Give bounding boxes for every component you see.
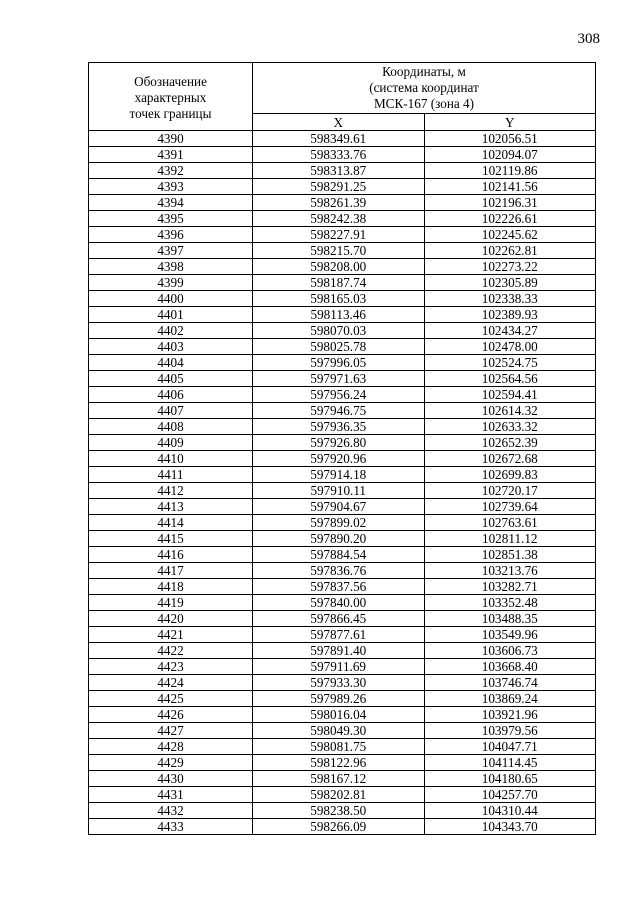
table-row — [89, 243, 596, 259]
y-coordinate-cell: 104047.71 — [424, 739, 596, 755]
point-id-cell: 4396 — [89, 227, 253, 243]
coordinates-header-line-3: МСК-167 (зона 4) — [373, 96, 475, 111]
table-row — [89, 291, 596, 307]
y-coordinate-cell: 102196.31 — [424, 195, 596, 211]
point-id-cell: 4402 — [89, 323, 253, 339]
point-id-cell: 4406 — [89, 387, 253, 403]
y-coordinate-cell: 102699.83 — [424, 467, 596, 483]
point-id-cell: 4414 — [89, 515, 253, 531]
point-id-cell: 4404 — [89, 355, 253, 371]
y-coordinate-cell: 104310.44 — [424, 803, 596, 819]
point-id-cell: 4398 — [89, 259, 253, 275]
x-coordinate-cell: 598291.25 — [253, 179, 425, 195]
x-coordinate-cell: 598313.87 — [253, 163, 425, 179]
table-row — [89, 259, 596, 275]
x-coordinate-cell: 597946.75 — [253, 403, 425, 419]
x-coordinate-cell: 597877.61 — [253, 627, 425, 643]
y-coordinate-cell: 102524.75 — [424, 355, 596, 371]
point-id-cell: 4425 — [89, 691, 253, 707]
x-coordinate-cell: 598238.50 — [253, 803, 425, 819]
point-id-cell: 4419 — [89, 595, 253, 611]
y-coordinate-cell: 103921.96 — [424, 707, 596, 723]
table-row — [89, 211, 596, 227]
point-id-cell: 4407 — [89, 403, 253, 419]
y-coordinate-cell: 103746.74 — [424, 675, 596, 691]
point-id-cell: 4416 — [89, 547, 253, 563]
table-row — [89, 467, 596, 483]
y-coordinate-cell: 104180.65 — [424, 771, 596, 787]
coordinates-header-line-2: (система координат — [369, 80, 479, 95]
table-row — [89, 643, 596, 659]
x-coordinate-cell: 597899.02 — [253, 515, 425, 531]
table-row — [89, 227, 596, 243]
y-coordinate-cell: 102389.93 — [424, 307, 596, 323]
y-coordinate-cell: 102094.07 — [424, 147, 596, 163]
x-coordinate-cell: 597884.54 — [253, 547, 425, 563]
table-row — [89, 611, 596, 627]
table-row — [89, 147, 596, 163]
y-coordinate-cell: 102305.89 — [424, 275, 596, 291]
point-id-cell: 4429 — [89, 755, 253, 771]
x-coordinate-cell: 597933.30 — [253, 675, 425, 691]
table-row — [89, 419, 596, 435]
point-id-cell: 4427 — [89, 723, 253, 739]
x-coordinate-cell: 598349.61 — [253, 131, 425, 147]
x-coordinate-cell: 597866.45 — [253, 611, 425, 627]
table-row — [89, 179, 596, 195]
point-id-cell: 4410 — [89, 451, 253, 467]
point-id-cell: 4424 — [89, 675, 253, 691]
x-coordinate-cell: 597971.63 — [253, 371, 425, 387]
x-coordinate-cell: 598070.03 — [253, 323, 425, 339]
x-coordinate-cell: 598242.38 — [253, 211, 425, 227]
table-row — [89, 483, 596, 499]
table-row — [89, 499, 596, 515]
point-id-cell: 4413 — [89, 499, 253, 515]
y-coordinate-cell: 102245.62 — [424, 227, 596, 243]
x-coordinate-cell: 597836.76 — [253, 563, 425, 579]
designation-header-line-2: характерных — [134, 89, 207, 105]
y-coordinate-cell: 103213.76 — [424, 563, 596, 579]
point-id-cell: 4409 — [89, 435, 253, 451]
point-id-cell: 4423 — [89, 659, 253, 675]
point-id-cell: 4405 — [89, 371, 253, 387]
table-row — [89, 387, 596, 403]
x-coordinate-cell: 597920.96 — [253, 451, 425, 467]
designation-header-line-3: точек границы — [129, 105, 212, 121]
table-row — [89, 707, 596, 723]
y-coordinate-cell: 102564.56 — [424, 371, 596, 387]
y-coordinate-cell: 102633.32 — [424, 419, 596, 435]
y-coordinate-cell: 102338.33 — [424, 291, 596, 307]
y-coordinate-cell: 102226.61 — [424, 211, 596, 227]
table-row — [89, 195, 596, 211]
y-coordinate-cell: 102811.12 — [424, 531, 596, 547]
table-row — [89, 739, 596, 755]
point-id-cell: 4393 — [89, 179, 253, 195]
point-id-cell: 4431 — [89, 787, 253, 803]
table-row — [89, 371, 596, 387]
table-row — [89, 691, 596, 707]
y-coordinate-cell: 102273.22 — [424, 259, 596, 275]
table-row — [89, 627, 596, 643]
x-coordinate-cell: 597904.67 — [253, 499, 425, 515]
table-row — [89, 563, 596, 579]
point-id-cell: 4412 — [89, 483, 253, 499]
table-row — [89, 755, 596, 771]
y-coordinate-cell: 102434.27 — [424, 323, 596, 339]
y-coordinate-cell: 102652.39 — [424, 435, 596, 451]
y-coordinate-cell: 104257.70 — [424, 787, 596, 803]
point-id-cell: 4430 — [89, 771, 253, 787]
table-row — [89, 659, 596, 675]
x-coordinate-cell: 597890.20 — [253, 531, 425, 547]
table-row — [89, 451, 596, 467]
x-coordinate-cell: 598202.81 — [253, 787, 425, 803]
x-coordinate-cell: 598261.39 — [253, 195, 425, 211]
x-coordinate-cell: 597837.56 — [253, 579, 425, 595]
point-id-cell: 4390 — [89, 131, 253, 147]
designation-header-line-1: Обозначение — [134, 73, 207, 89]
x-coordinate-cell: 597926.80 — [253, 435, 425, 451]
x-coordinate-cell: 598081.75 — [253, 739, 425, 755]
y-coordinate-cell: 102478.00 — [424, 339, 596, 355]
y-coordinate-cell: 104114.45 — [424, 755, 596, 771]
point-id-cell: 4391 — [89, 147, 253, 163]
y-coordinate-cell: 102672.68 — [424, 451, 596, 467]
point-id-cell: 4422 — [89, 643, 253, 659]
point-id-cell: 4415 — [89, 531, 253, 547]
table-row — [89, 723, 596, 739]
table-row — [89, 771, 596, 787]
x-coordinate-cell: 597911.69 — [253, 659, 425, 675]
table-row — [89, 531, 596, 547]
y-coordinate-cell: 103282.71 — [424, 579, 596, 595]
x-coordinate-cell: 598113.46 — [253, 307, 425, 323]
point-id-cell: 4421 — [89, 627, 253, 643]
x-coordinate-cell: 598049.30 — [253, 723, 425, 739]
point-id-cell: 4432 — [89, 803, 253, 819]
y-coordinate-cell: 102056.51 — [424, 131, 596, 147]
x-coordinate-cell: 598122.96 — [253, 755, 425, 771]
page-number: 308 — [577, 31, 600, 47]
x-coordinate-cell: 598227.91 — [253, 227, 425, 243]
table-row — [89, 339, 596, 355]
y-coordinate-cell: 103979.56 — [424, 723, 596, 739]
point-id-cell: 4433 — [89, 819, 253, 835]
point-id-cell: 4408 — [89, 419, 253, 435]
y-coordinate-cell: 102614.32 — [424, 403, 596, 419]
table-row — [89, 787, 596, 803]
y-coordinate-cell: 103606.73 — [424, 643, 596, 659]
point-id-cell: 4397 — [89, 243, 253, 259]
y-coordinate-cell: 102262.81 — [424, 243, 596, 259]
table-row — [89, 819, 596, 835]
x-coordinate-cell: 597989.26 — [253, 691, 425, 707]
coordinates-header — [253, 63, 596, 114]
x-coordinate-cell: 598187.74 — [253, 275, 425, 291]
x-coordinate-cell: 597936.35 — [253, 419, 425, 435]
y-coordinate-cell: 103869.24 — [424, 691, 596, 707]
table-row — [89, 435, 596, 451]
x-coordinate-cell: 597910.11 — [253, 483, 425, 499]
coordinates-header-line-1: Координаты, м — [382, 64, 466, 79]
y-coordinate-cell: 104343.70 — [424, 819, 596, 835]
table-row — [89, 515, 596, 531]
y-coordinate-cell: 102720.17 — [424, 483, 596, 499]
table-row — [89, 595, 596, 611]
x-coordinate-cell: 598016.04 — [253, 707, 425, 723]
point-id-cell: 4417 — [89, 563, 253, 579]
table-row — [89, 675, 596, 691]
y-coordinate-cell: 103549.96 — [424, 627, 596, 643]
x-coordinate-cell: 597996.05 — [253, 355, 425, 371]
y-coordinate-cell: 102594.41 — [424, 387, 596, 403]
table-body — [89, 131, 596, 835]
x-coordinate-cell: 597891.40 — [253, 643, 425, 659]
table-row — [89, 163, 596, 179]
x-coordinate-cell: 598165.03 — [253, 291, 425, 307]
table-row — [89, 547, 596, 563]
y-coordinate-cell: 103352.48 — [424, 595, 596, 611]
point-id-cell: 4392 — [89, 163, 253, 179]
table-row — [89, 579, 596, 595]
x-coordinate-cell: 598208.00 — [253, 259, 425, 275]
y-coordinate-cell: 103668.40 — [424, 659, 596, 675]
y-coordinate-cell: 103488.35 — [424, 611, 596, 627]
table-row — [89, 803, 596, 819]
table-row — [89, 323, 596, 339]
point-id-cell: 4394 — [89, 195, 253, 211]
y-coordinate-cell: 102119.86 — [424, 163, 596, 179]
point-id-cell: 4428 — [89, 739, 253, 755]
point-id-cell: 4418 — [89, 579, 253, 595]
table-row — [89, 131, 596, 147]
x-column-header: X — [253, 114, 425, 131]
x-coordinate-cell: 598025.78 — [253, 339, 425, 355]
y-column-header: Y — [424, 114, 596, 131]
point-id-cell: 4420 — [89, 611, 253, 627]
point-id-cell: 4426 — [89, 707, 253, 723]
table-row — [89, 355, 596, 371]
y-coordinate-cell: 102141.56 — [424, 179, 596, 195]
x-coordinate-cell: 598215.70 — [253, 243, 425, 259]
x-coordinate-cell: 598333.76 — [253, 147, 425, 163]
table-row — [89, 275, 596, 291]
point-id-cell: 4395 — [89, 211, 253, 227]
table-header — [89, 63, 596, 131]
y-coordinate-cell: 102851.38 — [424, 547, 596, 563]
x-coordinate-cell: 598266.09 — [253, 819, 425, 835]
x-coordinate-cell: 597956.24 — [253, 387, 425, 403]
point-id-cell: 4411 — [89, 467, 253, 483]
header-row-main — [89, 63, 596, 114]
table-row — [89, 307, 596, 323]
point-id-cell: 4403 — [89, 339, 253, 355]
point-id-cell: 4399 — [89, 275, 253, 291]
x-coordinate-cell: 597840.00 — [253, 595, 425, 611]
y-coordinate-cell: 102739.64 — [424, 499, 596, 515]
x-coordinate-cell: 598167.12 — [253, 771, 425, 787]
table-row — [89, 403, 596, 419]
point-id-cell: 4401 — [89, 307, 253, 323]
point-id-cell: 4400 — [89, 291, 253, 307]
coordinates-table — [88, 62, 596, 835]
x-coordinate-cell: 597914.18 — [253, 467, 425, 483]
designation-header — [89, 63, 253, 131]
y-coordinate-cell: 102763.61 — [424, 515, 596, 531]
